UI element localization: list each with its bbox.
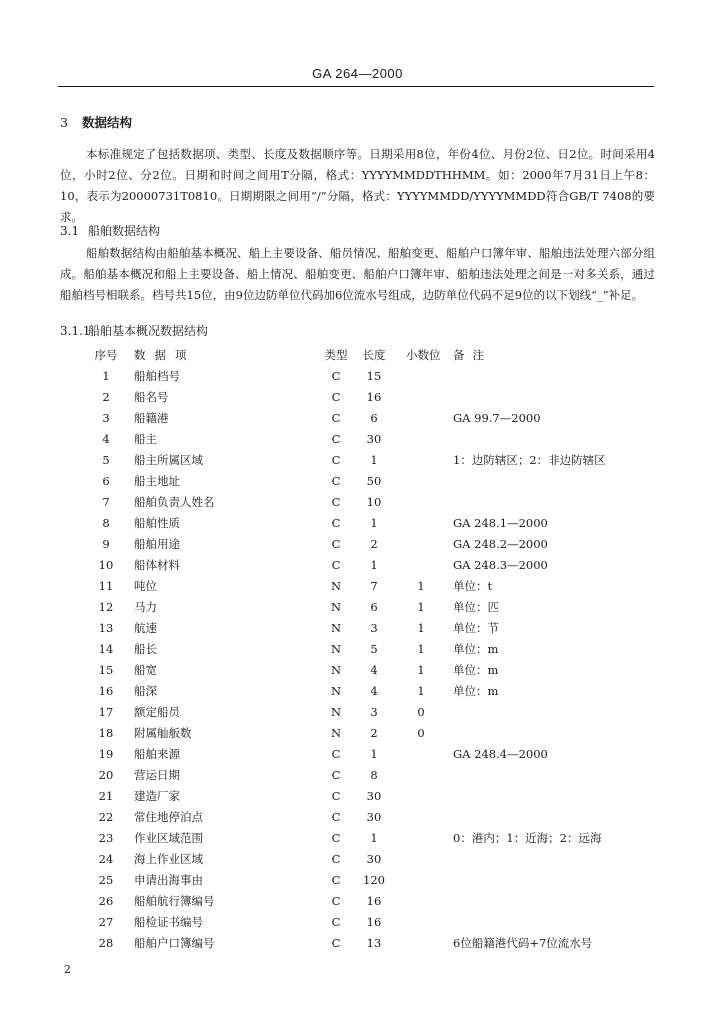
cell-name: 附属舢舨数 — [134, 726, 192, 740]
data-structure-table — [0, 345, 715, 954]
cell-seq: 1 — [102, 369, 110, 383]
cell-type: C — [331, 390, 341, 404]
cell-length: 6 — [370, 600, 378, 614]
subsubsection-number: 3.1.1 — [60, 324, 91, 338]
cell-length: 3 — [370, 705, 378, 719]
cell-decimals: 1 — [417, 684, 425, 698]
header-decimals: 小数位 — [406, 348, 441, 362]
cell-length: 1 — [370, 558, 378, 572]
cell-type: N — [330, 621, 342, 635]
table-row — [0, 471, 715, 492]
cell-length: 30 — [366, 432, 382, 446]
page-number: 2 — [64, 963, 71, 976]
section-heading — [60, 113, 132, 131]
cell-name: 船体材料 — [134, 558, 180, 572]
cell-type: C — [331, 852, 341, 866]
cell-name: 船深 — [134, 684, 157, 698]
cell-note: 6位船籍港代码+7位流水号 — [453, 936, 593, 950]
table-header-row — [0, 345, 715, 366]
cell-length: 16 — [366, 894, 382, 908]
table-row — [0, 555, 715, 576]
cell-name: 船名号 — [134, 390, 169, 404]
cell-name: 船主地址 — [134, 474, 180, 488]
cell-type: C — [331, 831, 341, 845]
table-row — [0, 639, 715, 660]
cell-note: GA 248.1—2000 — [453, 516, 548, 530]
cell-name: 申请出海事由 — [134, 873, 203, 887]
cell-seq: 11 — [98, 579, 114, 593]
table-row — [0, 912, 715, 933]
cell-type: C — [331, 810, 341, 824]
table-row — [0, 513, 715, 534]
cell-seq: 26 — [98, 894, 114, 908]
cell-decimals: 1 — [417, 663, 425, 677]
cell-seq: 25 — [98, 873, 114, 887]
table-row — [0, 870, 715, 891]
cell-length: 2 — [370, 726, 378, 740]
cell-seq: 9 — [102, 537, 110, 551]
cell-seq: 24 — [98, 852, 114, 866]
table-row — [0, 597, 715, 618]
subsubsection-title: 船舶基本概况数据结构 — [88, 324, 209, 338]
table-row — [0, 534, 715, 555]
cell-note: 1：边防辖区；2：非边防辖区 — [453, 453, 606, 467]
cell-type: C — [331, 747, 341, 761]
cell-type: C — [331, 495, 341, 509]
cell-seq: 20 — [98, 768, 114, 782]
cell-name: 船检证书编号 — [134, 915, 203, 929]
cell-type: C — [331, 474, 341, 488]
cell-name: 常住地停泊点 — [134, 810, 203, 824]
cell-seq: 27 — [98, 915, 114, 929]
cell-type: C — [331, 558, 341, 572]
cell-length: 15 — [366, 369, 382, 383]
cell-decimals: 1 — [417, 621, 425, 635]
cell-seq: 14 — [98, 642, 114, 656]
cell-name: 船舶负责人姓名 — [134, 495, 215, 509]
cell-note: 单位：m — [453, 684, 499, 698]
table-row — [0, 429, 715, 450]
cell-note: GA 248.3—2000 — [453, 558, 548, 572]
cell-seq: 5 — [102, 453, 110, 467]
cell-type: C — [331, 432, 341, 446]
cell-type: C — [331, 369, 341, 383]
cell-note: 单位：匹 — [453, 600, 499, 614]
table-row — [0, 933, 715, 954]
cell-note: GA 99.7—2000 — [453, 411, 541, 425]
header-name: 数据项 — [134, 348, 196, 362]
cell-name: 船主所属区域 — [134, 453, 203, 467]
subsubsection-heading — [60, 322, 208, 339]
page-header-title: GA 264—2000 — [312, 66, 403, 81]
cell-type: C — [331, 411, 341, 425]
cell-length: 120 — [363, 873, 385, 887]
cell-length: 3 — [370, 621, 378, 635]
cell-seq: 12 — [98, 600, 114, 614]
cell-length: 30 — [366, 810, 382, 824]
cell-type: N — [330, 705, 342, 719]
cell-seq: 4 — [102, 432, 110, 446]
cell-name: 营运日期 — [134, 768, 180, 782]
cell-decimals: 1 — [417, 579, 425, 593]
table-row — [0, 891, 715, 912]
cell-type: N — [330, 684, 342, 698]
cell-length: 1 — [370, 831, 378, 845]
cell-type: N — [330, 726, 342, 740]
header-seq: 序号 — [94, 348, 118, 362]
table-row — [0, 723, 715, 744]
cell-seq: 28 — [98, 936, 114, 950]
cell-decimals: 0 — [417, 726, 425, 740]
subsection-paragraph: 船舶数据结构由船舶基本概况、船上主要设备、船员情况、船舶变更、船舶户口簿年审、船舶违法处理六部分组成。船舶基本概况和船上主要设备、船上情况、船舶变更、船舶户口簿年审、船舶违法处理之间是一对多关系，通过船舶档号相联系。档号共15位，由9位边防单位代码加6位流水号组成，边防单位代码不足9位的以下划线“_”补足。 — [60, 246, 655, 302]
cell-name: 吨位 — [134, 579, 157, 593]
cell-length: 6 — [370, 411, 378, 425]
cell-length: 1 — [370, 516, 378, 530]
table-row — [0, 408, 715, 429]
cell-name: 额定船员 — [134, 705, 180, 719]
cell-type: N — [330, 642, 342, 656]
cell-length: 50 — [366, 474, 382, 488]
table-row — [0, 681, 715, 702]
cell-length: 16 — [366, 390, 382, 404]
cell-seq: 23 — [98, 831, 114, 845]
cell-name: 海上作业区域 — [134, 852, 203, 866]
cell-length: 5 — [370, 642, 378, 656]
cell-name: 船舶用途 — [134, 537, 180, 551]
table-body — [0, 366, 715, 954]
table-row — [0, 807, 715, 828]
cell-length: 4 — [370, 684, 378, 698]
cell-name: 船主 — [134, 432, 157, 446]
cell-type: C — [331, 789, 341, 803]
cell-length: 4 — [370, 663, 378, 677]
cell-length: 13 — [366, 936, 382, 950]
cell-decimals: 1 — [417, 600, 425, 614]
cell-seq: 16 — [98, 684, 114, 698]
cell-type: C — [331, 894, 341, 908]
cell-name: 船舶来源 — [134, 747, 180, 761]
cell-length: 10 — [366, 495, 382, 509]
table-row — [0, 744, 715, 765]
cell-note: GA 248.2—2000 — [453, 537, 548, 551]
cell-type: C — [331, 537, 341, 551]
cell-length: 30 — [366, 852, 382, 866]
subsection-number: 3.1 — [60, 224, 80, 238]
table-row — [0, 660, 715, 681]
section-title: 数据结构 — [82, 115, 133, 130]
cell-note: 单位：节 — [453, 621, 499, 635]
table-row — [0, 786, 715, 807]
cell-note: 0：港内；1：近海；2：远海 — [453, 831, 602, 845]
cell-name: 船籍港 — [134, 411, 169, 425]
table-row — [0, 366, 715, 387]
cell-length: 30 — [366, 789, 382, 803]
cell-decimals: 1 — [417, 642, 425, 656]
table-row — [0, 618, 715, 639]
cell-seq: 8 — [102, 516, 110, 530]
table-row — [0, 576, 715, 597]
cell-name: 船宽 — [134, 663, 157, 677]
subsection-title: 船舶数据结构 — [88, 224, 161, 238]
cell-seq: 17 — [98, 705, 114, 719]
cell-type: C — [331, 768, 341, 782]
cell-name: 船长 — [134, 642, 157, 656]
section-paragraph: 本标准规定了包括数据项、类型、长度及数据顺序等。日期采用8位，年份4位、月份2位、日2位。时间采用4位，小时2位、分2位。日期和时间之间用T分隔，格式：YYYYMMDDTHHMM。如：2000年7月31日上午8：10，表示为20000731T0810。日期期限之间用“/”分隔，格式：YYYYMMDD/YYYYMMDD符合GB/T 7408的要求。 — [60, 147, 655, 224]
cell-seq: 19 — [98, 747, 114, 761]
cell-type: C — [331, 453, 341, 467]
cell-type: N — [330, 663, 342, 677]
cell-name: 船舶航行簿编号 — [134, 894, 215, 908]
header-length: 长度 — [362, 348, 386, 362]
cell-seq: 10 — [98, 558, 114, 572]
table-row — [0, 387, 715, 408]
table-row — [0, 828, 715, 849]
cell-seq: 3 — [102, 411, 110, 425]
cell-seq: 21 — [98, 789, 114, 803]
cell-type: C — [331, 516, 341, 530]
cell-note: 单位：m — [453, 642, 499, 656]
table-row — [0, 702, 715, 723]
cell-note: 单位：t — [453, 579, 493, 593]
cell-name: 航速 — [134, 621, 157, 635]
cell-seq: 6 — [102, 474, 110, 488]
subsection-heading — [60, 222, 160, 239]
header-note: 备注 — [453, 348, 492, 362]
table-row — [0, 849, 715, 870]
cell-seq: 2 — [102, 390, 110, 404]
cell-length: 2 — [370, 537, 378, 551]
cell-length: 8 — [370, 768, 378, 782]
cell-seq: 7 — [102, 495, 110, 509]
cell-length: 1 — [370, 747, 378, 761]
cell-name: 建造厂家 — [134, 789, 180, 803]
cell-note: 单位：m — [453, 663, 499, 677]
cell-decimals: 0 — [417, 705, 425, 719]
cell-seq: 22 — [98, 810, 114, 824]
cell-name: 马力 — [134, 600, 157, 614]
cell-type: C — [331, 936, 341, 950]
section-number: 3 — [60, 115, 68, 130]
cell-type: C — [331, 915, 341, 929]
cell-seq: 13 — [98, 621, 114, 635]
cell-length: 16 — [366, 915, 382, 929]
cell-type: N — [330, 600, 342, 614]
cell-type: N — [330, 579, 342, 593]
cell-note: GA 248.4—2000 — [453, 747, 548, 761]
cell-length: 7 — [370, 579, 378, 593]
cell-length: 1 — [370, 453, 378, 467]
cell-type: C — [331, 873, 341, 887]
header-type: 类型 — [324, 348, 348, 362]
cell-name: 作业区域范围 — [134, 831, 203, 845]
header-divider — [58, 86, 654, 87]
cell-name: 船舶性质 — [134, 516, 180, 530]
cell-seq: 18 — [98, 726, 114, 740]
cell-name: 船舶档号 — [134, 369, 180, 383]
table-row — [0, 450, 715, 471]
cell-seq: 15 — [98, 663, 114, 677]
cell-name: 船舶户口簿编号 — [134, 936, 215, 950]
table-row — [0, 765, 715, 786]
table-row — [0, 492, 715, 513]
